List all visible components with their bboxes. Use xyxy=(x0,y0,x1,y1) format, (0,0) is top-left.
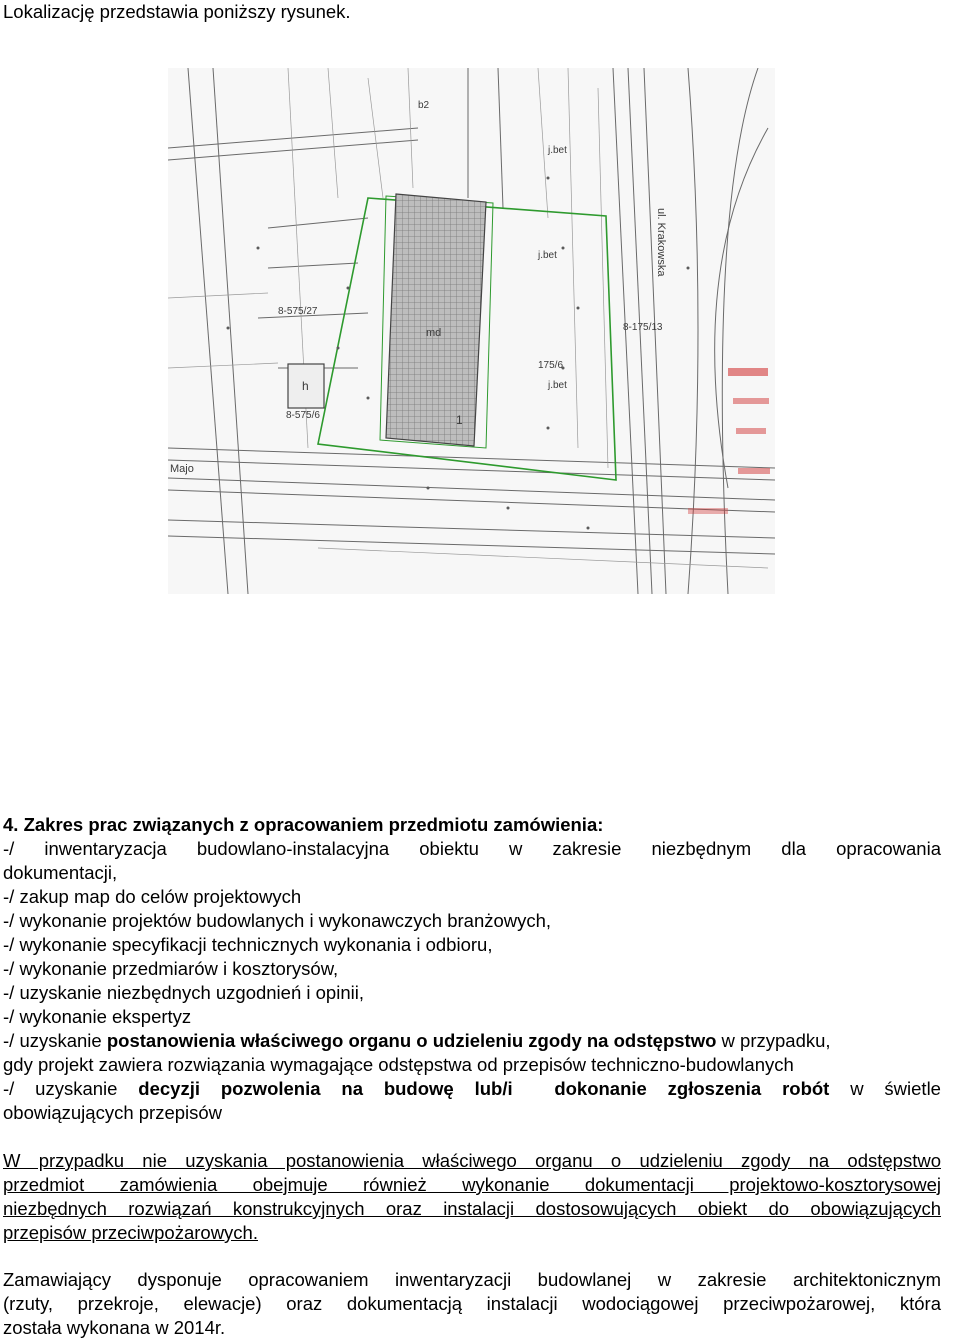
list-item-bold: decyzji pozwolenia na budowę lub/i xyxy=(138,1078,513,1099)
list-item-suffix: w świetle xyxy=(829,1078,941,1099)
paragraph-line: przedmiot zamówienia obejmuje również wykonanie dokumentacji projektowo-kosztorysowej xyxy=(3,1174,941,1195)
label-street: ul. Krakowska xyxy=(655,208,667,277)
list-item: -/ wykonanie ekspertyz xyxy=(3,1006,192,1027)
label-plot-1: 8-575/27 xyxy=(278,306,318,317)
list-item-suffix: w przypadku, xyxy=(716,1030,831,1051)
label-h: h xyxy=(302,379,309,393)
label-jbet-3: j.bet xyxy=(548,380,567,391)
label-b2: b2 xyxy=(418,100,430,111)
list-item-prefix: -/ uzyskanie xyxy=(3,1078,139,1099)
list-item-bold: dokonanie zgłoszenia robót xyxy=(554,1078,830,1099)
list-item: obowiązujących przepisów xyxy=(3,1102,223,1123)
paragraph-line: została wykonana w 2014r. xyxy=(3,1317,226,1338)
section-heading: 4. Zakres prac związanych z opracowaniem przedmiotu zamówienia: xyxy=(3,814,604,835)
underlined-paragraph xyxy=(3,1149,941,1245)
label-md: md xyxy=(426,327,442,339)
list-item-prefix: -/ uzyskanie xyxy=(3,1030,107,1051)
paragraph-line: przepisów przeciwpożarowych. xyxy=(3,1222,258,1243)
site-map xyxy=(168,68,775,594)
paragraph-line: (rzuty, przekroje, elewacje) oraz dokumentacją instalacji wodociągowej przeciwpożarowej, która xyxy=(3,1293,941,1314)
label-majo: Majo xyxy=(170,463,194,475)
list-item: -/ zakup map do celów projektowych xyxy=(3,886,302,907)
list-item-bold: postanowienia właściwego organu o udzieleniu zgody na odstępstwo xyxy=(106,1030,717,1051)
paragraph-line: W przypadku nie uzyskania postanowienia właściwego organu o udzieleniu zgody na odstępstwo xyxy=(3,1150,941,1171)
label-plot-4: 175/6 xyxy=(538,360,564,371)
list-item: -/ uzyskanie niezbędnych uzgodnień i opinii, xyxy=(3,982,364,1003)
list-item: dokumentacji, xyxy=(3,862,118,883)
list-item: -/ inwentaryzacja budowlano-instalacyjna obiektu w zakresie niezbędnym dla opracowania xyxy=(3,838,941,859)
label-jbet-1: j.bet xyxy=(548,145,567,156)
label-jbet-2: j.bet xyxy=(538,250,557,261)
paragraph-line: niezbędnych rozwiązań konstrukcyjnych oraz instalacji dostosowujących obiekt do obowiązujących xyxy=(3,1198,941,1219)
list-item: gdy projekt zawiera rozwiązania wymagające odstępstwa od przepisów techniczno-budowlanych xyxy=(3,1054,794,1075)
list-item xyxy=(3,1077,941,1101)
label-plot-2: 8-575/6 xyxy=(286,410,320,421)
label-1: 1 xyxy=(456,413,463,427)
intro-text: Lokalizację przedstawia poniższy rysunek. xyxy=(3,1,351,22)
paragraph-line: Zamawiający dysponuje opracowaniem inwentaryzacji budowlanej w zakresie architektonicznym xyxy=(3,1269,941,1290)
site-map-drawing xyxy=(168,68,775,594)
label-plot-3: 8-175/13 xyxy=(623,322,663,333)
list-item xyxy=(3,1029,941,1053)
list-item: -/ wykonanie specyfikacji technicznych wykonania i odbioru, xyxy=(3,934,493,955)
list-item: -/ wykonanie projektów budowlanych i wykonawczych branżowych, xyxy=(3,910,552,931)
list-item: -/ wykonanie przedmiarów i kosztorysów, xyxy=(3,958,339,979)
final-paragraph xyxy=(3,1268,941,1340)
section-4 xyxy=(3,813,941,1125)
